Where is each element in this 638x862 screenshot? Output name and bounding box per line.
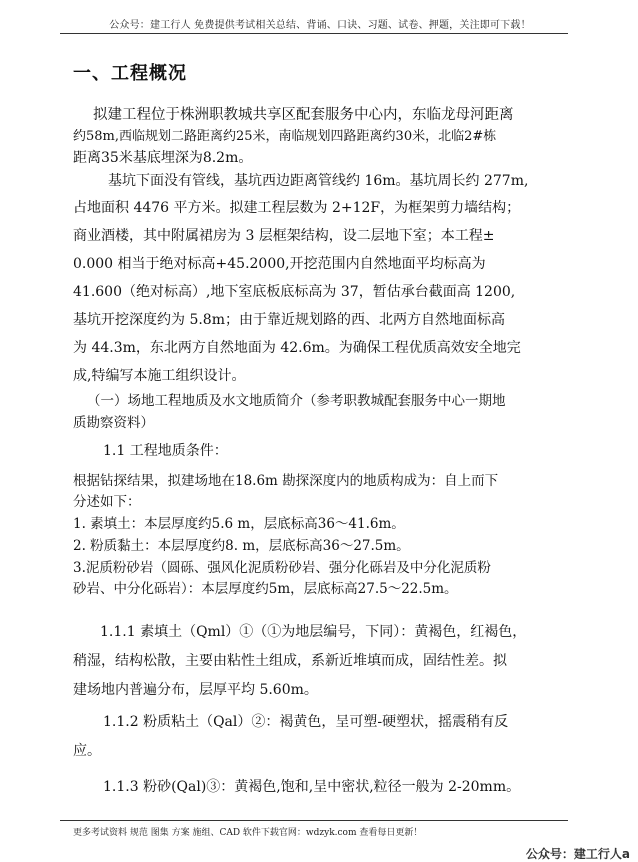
paragraph-line: 41.600（绝对标高）,地下室底板底标高为 37，暂估承台截面高 1200, xyxy=(73,284,516,300)
header-divider xyxy=(60,33,568,34)
footer-divider xyxy=(60,820,568,821)
page-footer: 更多考试资料 规范 图集 方案 施组、CAD 软件下载官网：wdzyk.com 查看每日更新！ xyxy=(73,828,423,838)
paragraph-line: 分述如下： xyxy=(73,494,141,510)
subsection-heading: 质勘察资料） xyxy=(73,415,154,431)
subsection-heading: 1.1 工程地质条件： xyxy=(103,443,228,459)
paragraph-line: 0.000 相当于绝对标高+45.2000,开挖范围内自然地面平均标高为 xyxy=(73,256,486,272)
paragraph-line: 1.1.1 素填土（Qml）①（①为地层编号，下同）：黄褐色，红褐色， xyxy=(100,624,527,640)
paragraph-line: 约58m,西临规划二路距离约25米，南临规划四路距离约30米，北临2#栋 xyxy=(73,129,497,144)
paragraph-line: 1.1.2 粉质粘土（Qal）②：褐黄色，呈可塑-硬塑状，摇震稍有反 xyxy=(103,714,509,730)
paragraph-line: 商业酒楼，其中附属裙房为 3 层框架结构，设二层地下室；本工程± xyxy=(73,228,495,244)
page-header-banner: 公众号：建工行人 免费提供考试相关总结、背诵、口诀、习题、试卷、押题，关注即可下载！ xyxy=(109,20,531,31)
paragraph-line: 成,特编写本施工组织设计。 xyxy=(73,368,246,384)
paragraph-line: 基坑开挖深度约为 5.8m；由于靠近规划路的西、北两方自然地面标高 xyxy=(73,312,505,328)
list-item: 砂岩、中分化砾岩）：本层厚度约5m，层底标高27.5～22.5m。 xyxy=(73,581,458,597)
subsection-heading: （一）场地工程地质及水文地质简介（参考职教城配套服务中心一期地 xyxy=(87,393,506,409)
paragraph-line: 为 44.3m，东北两方自然地面为 42.6m。为确保工程优质高效安全地完 xyxy=(73,340,521,356)
paragraph-line: 建场地内普遍分布，层厚平均 5.60m。 xyxy=(73,682,318,698)
list-item: 2. 粉质黏土：本层厚度约8. m，层底标高36～27.5m。 xyxy=(73,538,410,554)
paragraph-line: 基坑下面没有管线，基坑西边距离管线约 16m。基坑周长约 277m, xyxy=(108,173,529,189)
section-title: 一、工程概况 xyxy=(73,63,187,84)
paragraph-line: 应。 xyxy=(73,743,101,759)
watermark: 公众号：建工行人a xyxy=(525,847,630,861)
paragraph-line: 根据钻探结果，拟建场地在18.6m 勘探深度内的地质构成为：自上而下 xyxy=(73,473,499,489)
paragraph-line: 1.1.3 粉砂(Qal)③：黄褐色,饱和,呈中密状,粒径一般为 2-20mm。 xyxy=(103,779,521,795)
paragraph-line: 稍湿，结构松散，主要由粘性土组成，系新近堆填而成，固结性差。拟 xyxy=(73,653,507,669)
list-item: 1. 素填土：本层厚度约5.6 m，层底标高36～41.6m。 xyxy=(73,516,405,532)
list-item: 3.泥质粉砂岩（圆砾、强风化泥质粉砂岩、强分化砾岩及中分化泥质粉 xyxy=(73,560,491,576)
paragraph-line: 占地面积 4476 平方米。拟建工程层数为 2+12F，为框架剪力墙结构； xyxy=(73,200,521,216)
paragraph-line: 拟建工程位于株洲职教城共享区配套服务中心内，东临龙母河距离 xyxy=(93,107,514,123)
paragraph-line: 距离35米基底埋深为8.2m。 xyxy=(73,150,253,166)
